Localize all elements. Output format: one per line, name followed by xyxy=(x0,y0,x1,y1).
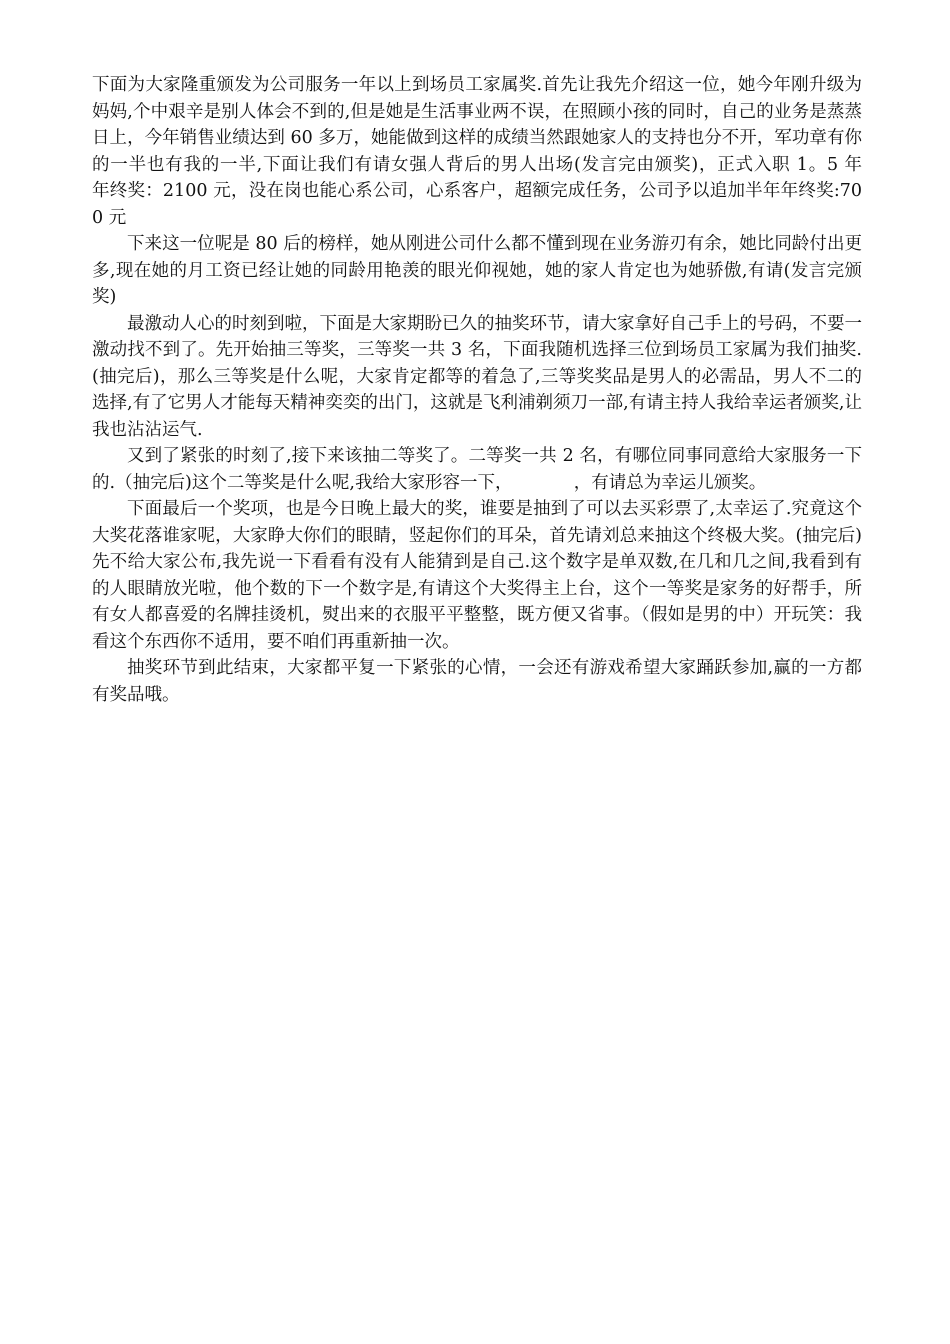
paragraph-first-prize-draw: 下面最后一个奖项，也是今日晚上最大的奖，谁要是抽到了可以去买彩票了,太幸运了.究竟这个大奖花落谁家呢，大家睁大你们的眼睛，竖起你们的耳朵，首先请刘总来抽这个终极大奖。(抽完后)先不给大家公布,我先说一下看看有没有人能猜到是自己.这个数字是单双数,在几和几之间,我看到有的人眼睛放光啦，他个数的下一个数字是,有请这个大奖得主上台，这个一等奖是家务的好帮手，所有女人都喜爱的名牌挂烫机，熨出来的衣服平平整整，既方便又省事。（假如是男的中）开玩笑：我看这个东西你不适用，要不咱们再重新抽一次。 xyxy=(92,499,862,652)
paragraph-lottery-closing: 抽奖环节到此结束，大家都平复一下紧张的心情，一会还有游戏希望大家踊跃参加,赢的一方都有奖品哦。 xyxy=(92,658,862,705)
paragraph-third-prize-draw: 最激动人心的时刻到啦，下面是大家期盼已久的抽奖环节，请大家拿好自己手上的号码，不要一激动找不到了。先开始抽三等奖，三等奖一共 3 名，下面我随机选择三位到场员工家属为我们抽奖.(抽完后)，那么三等奖是什么呢，大家肯定都等的着急了,三等奖奖品是男人的必需品，男人不二的选择,有了它男人才能每天精神奕奕的出门，这就是飞利浦剃须刀一部,有请主持人我给幸运者颁奖,让我也沾沾运气. xyxy=(92,313,862,440)
paragraph-post80-role-model: 下来这一位呢是 80 后的榜样，她从刚进公司什么都不懂到现在业务游刃有余，她比同龄付出更多,现在她的月工资已经让她的同龄用艳羡的眼光仰视她，她的家人肯定也为她骄傲,有请(发言完颁奖) xyxy=(92,234,862,307)
paragraph-family-award-intro: 下面为大家隆重颁发为公司服务一年以上到场员工家属奖.首先让我先介绍这一位，她今年刚升级为妈妈,个中艰辛是别人体会不到的,但是她是生活事业两不误，在照顾小孩的同时，自己的业务是蒸蒸日上，今年销售业绩达到 60 多万，她能做到这样的成绩当然跟她家人的支持也分不开，军功章有你的一半也有我的一半,下面让我们有请女强人背后的男人出场(发言完由颁奖)，正式入职 1。5 年 年终奖：2100 元，没在岗也能心系公司，心系客户，超额完成任务，公司予以追加半年年终奖:700 元 xyxy=(92,75,886,228)
paragraph-second-prize-draw: 又到了紧张的时刻了,接下来该抽二等奖了。二等奖一共 2 名，有哪位同事同意给大家服务一下的.（抽完后)这个二等奖是什么呢,我给大家形容一下， ，有请总为幸运儿颁奖。 xyxy=(92,446,862,493)
document-body xyxy=(92,72,886,708)
